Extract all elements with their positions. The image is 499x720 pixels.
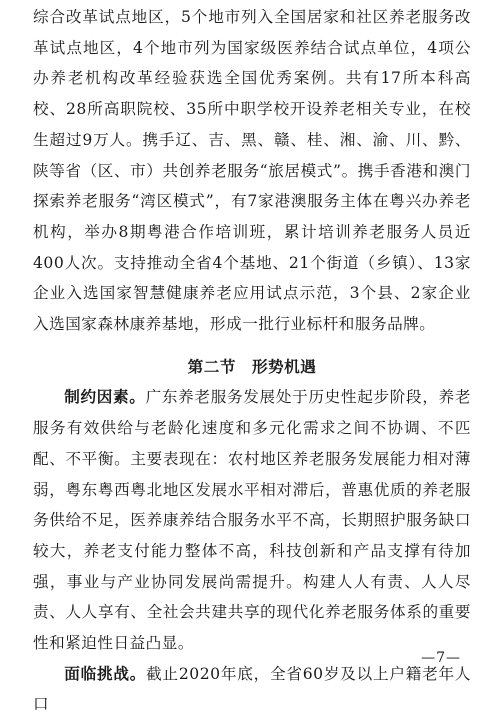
section-title: 形势机遇: [251, 357, 317, 376]
body-paragraph-achievements: 综合改革试点地区，5个地市列入全国居家和社区养老服务改革试点地区，4个地市列为国家级医养结合试点单位，4项公办养老机构改革经验获选全国优秀案例。共有17所本科高校、28所高职院校、35所中职学校开设养老相关专业，在校生超过9万人。携手辽、吉、黑、赣、桂、湘、渝、川、黔、陕等省（区、市）共创养老服务“旅居模式”。携手香港和澳门探索养老服务“湾区模式”，有7家港澳服务主体在粤兴办养老机构，举办8期粤港合作培训班，累计培训养老服务人员近400人次。支持推动全省4个基地、21个街道（乡镇）、13家企业入选国家智慧健康养老应用试点示范，3个县、2家企业入选国家森林康养基地，形成一批行业标杆和服务品牌。: [33, 8, 471, 334]
document-page: [33, 2, 471, 720]
page-number: —7—: [421, 650, 461, 666]
challenges-text: 截止2020年底，全省60岁及以上户籍老年人口: [33, 664, 471, 714]
challenges-lead: 面临挑战。: [64, 664, 147, 683]
section-number: 第二节: [187, 357, 236, 376]
constraints-text: 广东养老服务发展处于历史性起步阶段，养老服务有效供给与老龄化速度和多元化需求之间不协调、不匹配、不平衡。主要表现在：农村地区养老服务发展能力相对薄弱，粤东粤西粤北地区发展水平相对滞后，普惠优质的养老服务供给不足，医养康养结合服务水平不高，长期照护服务缺口较大，养老支付能力整体不高，科技创新和产品支撑有待加强，事业与产业协同发展尚需提升。构建人人有责、人人尽责、人人享有、全社会共建共享的现代化养老服务体系的重要性和紧迫性日益凸显。: [33, 388, 471, 653]
section-heading: [33, 352, 471, 383]
constraints-paragraph: [33, 382, 471, 658]
challenges-paragraph: [33, 659, 471, 720]
constraints-lead: 制约因素。: [64, 388, 146, 407]
